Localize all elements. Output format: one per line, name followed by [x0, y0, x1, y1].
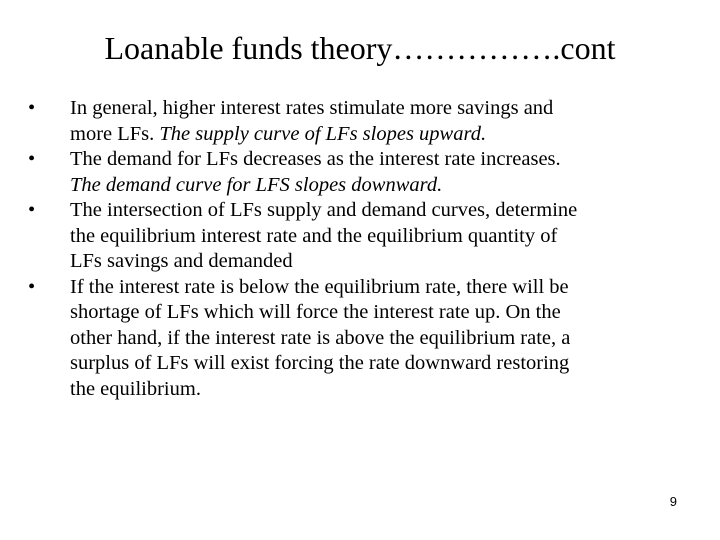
bullet-marker-icon: • — [28, 199, 36, 221]
bullet-list — [28, 96, 708, 402]
bullet-4-line-4: surplus of LFs will exist forcing the rate downward restoring — [70, 352, 570, 374]
page-number: 9 — [669, 494, 677, 509]
bullet-item-3 — [28, 198, 708, 275]
bullet-3-line-1: The intersection of LFs supply and demand curves, determine — [70, 199, 578, 221]
bullet-1-line-2-italic: The supply curve of LFs slopes upward. — [159, 122, 487, 145]
bullet-item-1 — [28, 96, 708, 147]
bullet-item-4 — [28, 275, 708, 403]
bullet-2-line-1: The demand for LFs decreases as the interest rate increases. — [70, 148, 561, 170]
bullet-4-line-5: the equilibrium. — [70, 377, 201, 400]
bullet-1-line-1: In general, higher interest rates stimulate more savings and — [70, 97, 554, 119]
bullet-marker-icon: • — [28, 275, 36, 298]
bullet-2-line-2: The demand curve for LFS slopes downward. — [70, 173, 443, 196]
slide-title: Loanable funds theory…………….cont — [104, 30, 616, 66]
bullet-4-line-2: shortage of LFs which will force the interest rate up. On the — [70, 301, 561, 323]
bullet-item-2 — [28, 147, 708, 198]
bullet-marker-icon: • — [28, 148, 36, 170]
bullet-4-line-3: other hand, if the interest rate is above the equilibrium rate, a — [70, 326, 571, 349]
bullet-3-line-2: the equilibrium interest rate and the equilibrium quantity of — [70, 224, 558, 247]
bullet-4-line-1: If the interest rate is below the equilibrium rate, there will be — [70, 275, 569, 298]
bullet-1-line-2 — [70, 122, 708, 148]
bullet-1-line-2-plain: more LFs. — [70, 122, 160, 145]
bullet-3-line-3: LFs savings and demanded — [70, 250, 293, 272]
bullet-marker-icon: • — [28, 97, 36, 119]
